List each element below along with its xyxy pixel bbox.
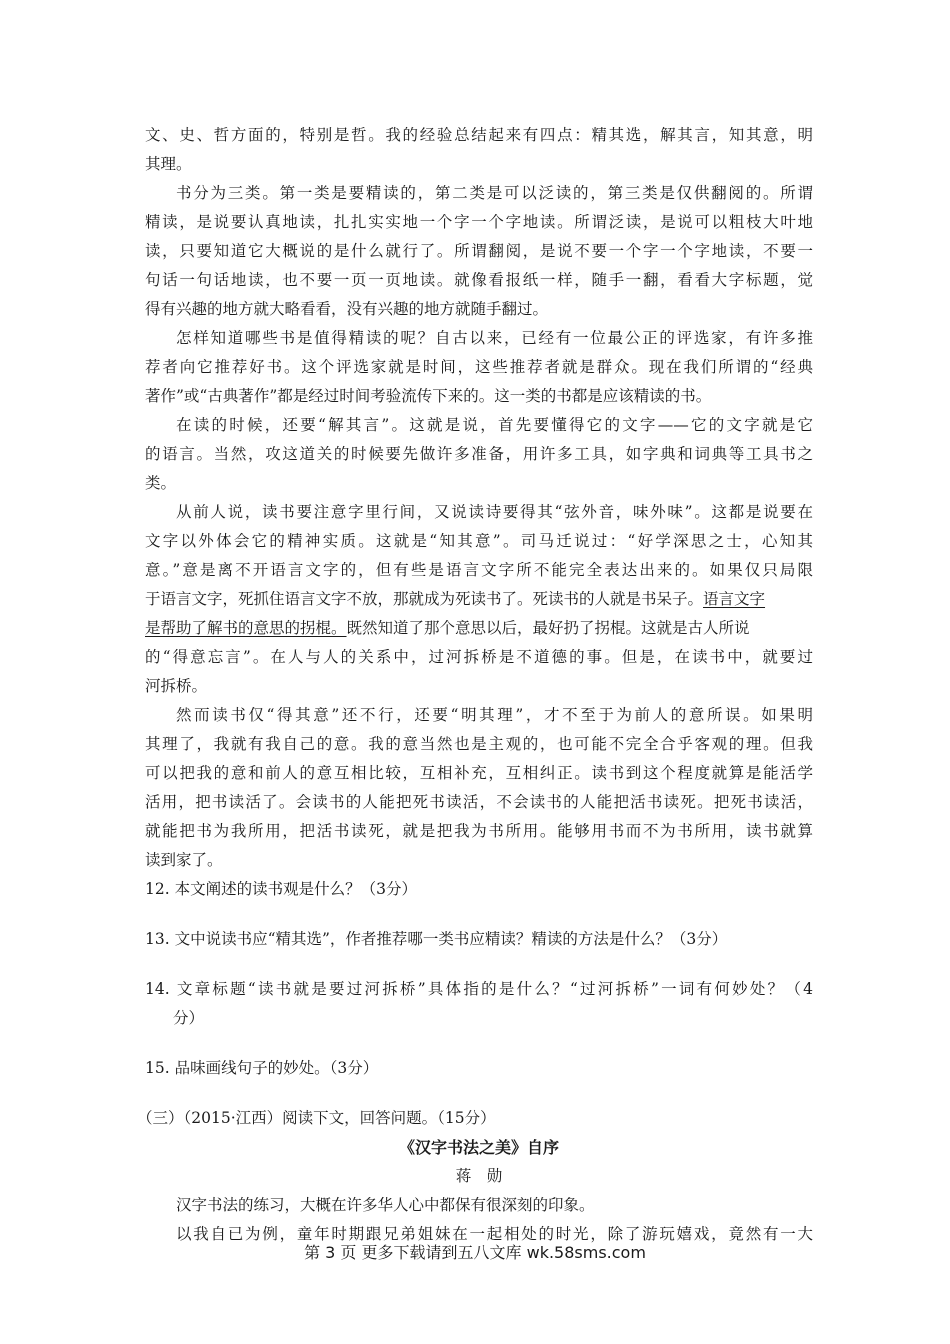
question-15: 15. 品味画线句子的妙处。（3分） <box>145 1059 379 1077</box>
question-14-continued: 分） <box>173 1009 205 1027</box>
article-author: 蒋 勋 <box>455 1167 503 1185</box>
passage-line: 句话一句话地读，也不要一页一页地读。就像看报纸一样，随手一翻，看看大字标题，觉 <box>145 271 813 289</box>
passage-line: 读到家了。 <box>145 851 223 869</box>
passage-line: 然而读书仅“得其意”还不行，还要“明其理”，才不至于为前人的意所误。如果明 <box>176 706 813 724</box>
answer-space <box>145 1033 813 1054</box>
article-line: 以我自已为例，童年时期跟兄弟姐妹在一起相处的时光，除了游玩嬉戏，竟然有一大 <box>176 1225 813 1243</box>
passage-line: 的语言。当然，攻这道关的时候要先做许多准备，用许多工具，如字典和词典等工具书之 <box>145 445 813 463</box>
passage-line: 可以把我的意和前人的意互相比较，互相补充，互相纠正。读书到这个程度就算是能活学 <box>145 764 813 782</box>
passage-line: 著作”或“古典著作”都是经过时间考验流传下来的。这一类的书都是应该精读的书。 <box>145 387 712 405</box>
question-13: 13. 文中说读书应“精其选”，作者推荐哪一类书应精读？精读的方法是什么？（3分） <box>145 930 728 948</box>
article-line: 汉字书法的练习，大概在许多华人心中都保有很深刻的印象。 <box>176 1196 595 1214</box>
underlined-sentence: 语言文字 <box>703 590 766 608</box>
answer-space <box>145 954 813 975</box>
question-12: 12. 本文阐述的读书观是什么？（3分） <box>145 880 417 898</box>
passage-line: 从前人说，读书要注意字里行间，又说读诗要得其“弦外音，味外味”。这都是说要在 <box>176 503 813 521</box>
passage-line: 读，只要知道它大概说的是什么就行了。所谓翻阅，是说不要一个字一个字地读，不要一 <box>145 242 813 260</box>
document-body <box>137 121 813 1249</box>
passage-line: 文字以外体会它的精神实质。这就是“知其意”。司马迁说过：“好学深思之士，心知其 <box>145 532 813 550</box>
answer-space <box>145 1083 813 1104</box>
passage-line: 类。 <box>145 474 177 492</box>
passage-line: 在读的时候，还要“解其言”。这就是说，首先要懂得它的文字——它的文字就是它 <box>176 416 813 434</box>
article-title: 《汉字书法之美》自序 <box>398 1138 559 1157</box>
passage-line: 书分为三类。第一类是要精读的，第二类是可以泛读的，第三类是仅供翻阅的。所谓 <box>176 184 813 202</box>
passage-text: 于语言文字，死抓住语言文字不放，那就成为死读书了。死读书的人就是书呆子。 <box>145 590 704 608</box>
passage-line: 活用，把书读活了。会读书的人能把死书读活，不会读书的人能把活书读死。把死书读活， <box>145 793 813 811</box>
passage-line: 的“得意忘言”。在人与人的关系中，过河拆桥是不道德的事。但是，在读书中，就要过 <box>145 648 813 666</box>
passage-line: 就能把书为我所用，把活书读死，就是把我为书所用。能够用书而不为书所用，读书就算 <box>145 822 813 840</box>
passage-text: 既然知道了那个意思以后，最好扔了拐棍。这就是古人所说 <box>346 619 750 637</box>
question-14: 14. 文章标题“读书就是要过河拆桥”具体指的是什么？“过河拆桥”一词有何妙处？（4 <box>145 980 813 998</box>
section-3-header: （三）（2015·江西）阅读下文，回答问题。（15分） <box>137 1109 496 1127</box>
passage-line <box>145 585 813 614</box>
passage-line: 意。”意是离不开语言文字的，但有些是语言文字所不能完全表达出来的。如果仅只局限 <box>145 561 813 579</box>
passage-line: 其理了，我就有我自己的意。我的意当然也是主观的，也可能不完全合乎客观的理。但我 <box>145 735 813 753</box>
passage-line: 得有兴趣的地方就大略看看，没有兴趣的地方就随手翻过。 <box>145 300 549 318</box>
passage-line: 精读，是说要认真地读，扎扎实实地一个字一个字地读。所谓泛读，是说可以粗枝大叶地 <box>145 213 813 231</box>
passage-line: 荐者向它推荐好书。这个评选家就是时间，这些推荐者就是群众。现在我们所谓的“经典 <box>145 358 813 376</box>
passage-line: 文、史、哲方面的，特别是哲。我的经验总结起来有四点：精其选，解其言，知其意，明 <box>145 126 813 144</box>
passage-line: 怎样知道哪些书是值得精读的呢？自古以来，已经有一位最公正的评选家，有许多推 <box>176 329 813 347</box>
page-footer: 第 3 页 更多下载请到五八文库 wk.58sms.com <box>304 1243 646 1262</box>
passage-line: 其理。 <box>145 155 192 173</box>
passage-line <box>145 614 813 643</box>
underlined-sentence: 是帮助了解书的意思的拐棍。 <box>145 619 347 637</box>
answer-space <box>145 904 813 925</box>
passage-line: 河拆桥。 <box>145 677 208 695</box>
